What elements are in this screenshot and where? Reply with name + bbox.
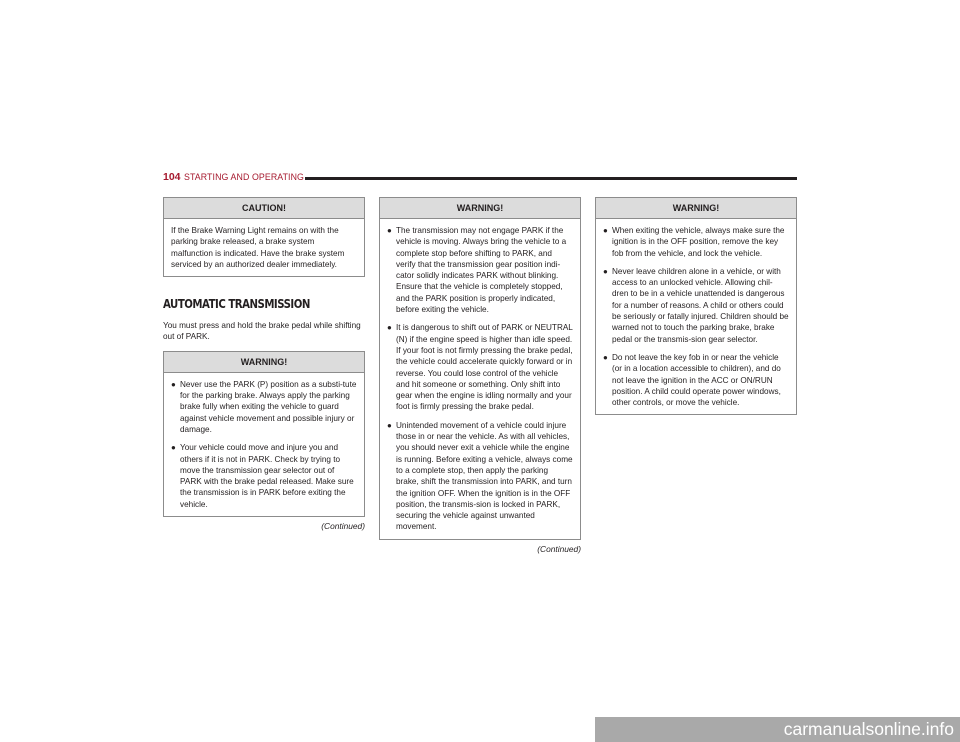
warning-bullet: ● The transmission may not engage PARK if the vehicle is moving. Always bring the vehicle to a complete stop before shifting to PARK, and verify that the transmission gear position indi-cator solidly indicates PARK without blinking. Ensure that the vehicle is completely stopped, and the PARK position is properly indicated, before exiting the vehicle. (387, 226, 567, 315)
caution-title: CAUTION! (164, 198, 364, 219)
bullet-icon: ● (603, 226, 608, 235)
warning-bullet: ● Unintended movement of a vehicle could injure those in or near the vehicle. As with all vehicles, you should never exit a vehicle while the engine is running. Before exiting a vehicle, always come to a complete stop, then apply the parking brake, shift the transmission into PARK, and turn the ignition OFF. When the ignition is in the OFF position, the transmis-sion is locked in PARK, securing the vehicle against unwanted movement. (387, 420, 573, 532)
warning-bullet: ● Never leave children alone in a vehicle, or with access to an unlocked vehicle. Allowing chil-dren to be in a vehicle unattended is dangerous for a number of reasons. A child or others could be seriously or fatally injured. Children should be warned not to touch the parking brake, brake pedal or the transmis-sion gear selector. (603, 266, 789, 344)
section-heading: AUTOMATIC TRANSMISSION (163, 296, 310, 312)
warning-title: WARNING! (164, 352, 364, 373)
bullet-icon: ● (387, 226, 392, 235)
bullet-icon: ● (171, 379, 176, 389)
bullet-icon: ● (171, 443, 176, 453)
warning-bullet: ● It is dangerous to shift out of PARK or NEUTRAL (N) if the engine speed is higher than idle speed. If your foot is not firmly pressing the brake pedal, the vehicle could accelerate quickly forward or in reverse. You could lose control of the vehicle and hit someone or something. Only shift into gear when the engine is idling normally and your foot is firmly pressing the brake pedal. (387, 323, 573, 412)
warning-box (379, 197, 581, 540)
bullet-icon: ● (387, 323, 392, 333)
caution-box (163, 197, 365, 277)
warning-bullet: ● Never use the PARK (P) position as a substi-tute for the parking brake. Always apply the parking brake fully when exiting the vehicle to guard against vehicle movement and possible injury or damage. (171, 379, 357, 434)
bullet-icon: ● (387, 420, 392, 430)
column-right (595, 197, 797, 415)
warning-bullet: ● When exiting the vehicle, always make sure the ignition is in the OFF position, remove the key fob from the vehicle, and lock the vehicle. (603, 226, 785, 258)
warning-title: WARNING! (380, 198, 580, 219)
header-rule (305, 177, 797, 180)
column-middle (379, 197, 581, 554)
bullet-icon: ● (603, 266, 608, 276)
bullet-icon: ● (603, 352, 608, 362)
warning-box (595, 197, 797, 415)
warning-box (163, 351, 365, 517)
warning-title: WARNING! (596, 198, 796, 219)
warning-bullet: ● Your vehicle could move and injure you and others if it is not in PARK. Check by trying to move the transmission gear selector out of PARK with the brake pedal released. Make sure the transmission is in PARK before exiting the vehicle. (171, 443, 354, 509)
warning-bullet: ● Do not leave the key fob in or near the vehicle (or in a location accessible to children), and do not leave the ignition in the ACC or ON/RUN position. A child could operate power windows, other controls, or move the vehicle. (603, 352, 781, 408)
section-title: STARTING AND OPERATING (184, 172, 304, 182)
page-number: 104 (163, 171, 181, 183)
body-paragraph: You must press and hold the brake pedal while shifting out of PARK. (163, 321, 361, 342)
page-header (163, 171, 797, 185)
continued-note: (Continued) (321, 521, 365, 532)
continued-note: (Continued) (537, 543, 581, 554)
caution-text: If the Brake Warning Light remains on with the parking brake released, a brake system malfunction is indicated. Have the brake system serviced by an authorized dealer immediately. (171, 226, 345, 269)
column-left (163, 197, 365, 531)
watermark-banner: carmanualsonline.info (595, 717, 960, 742)
